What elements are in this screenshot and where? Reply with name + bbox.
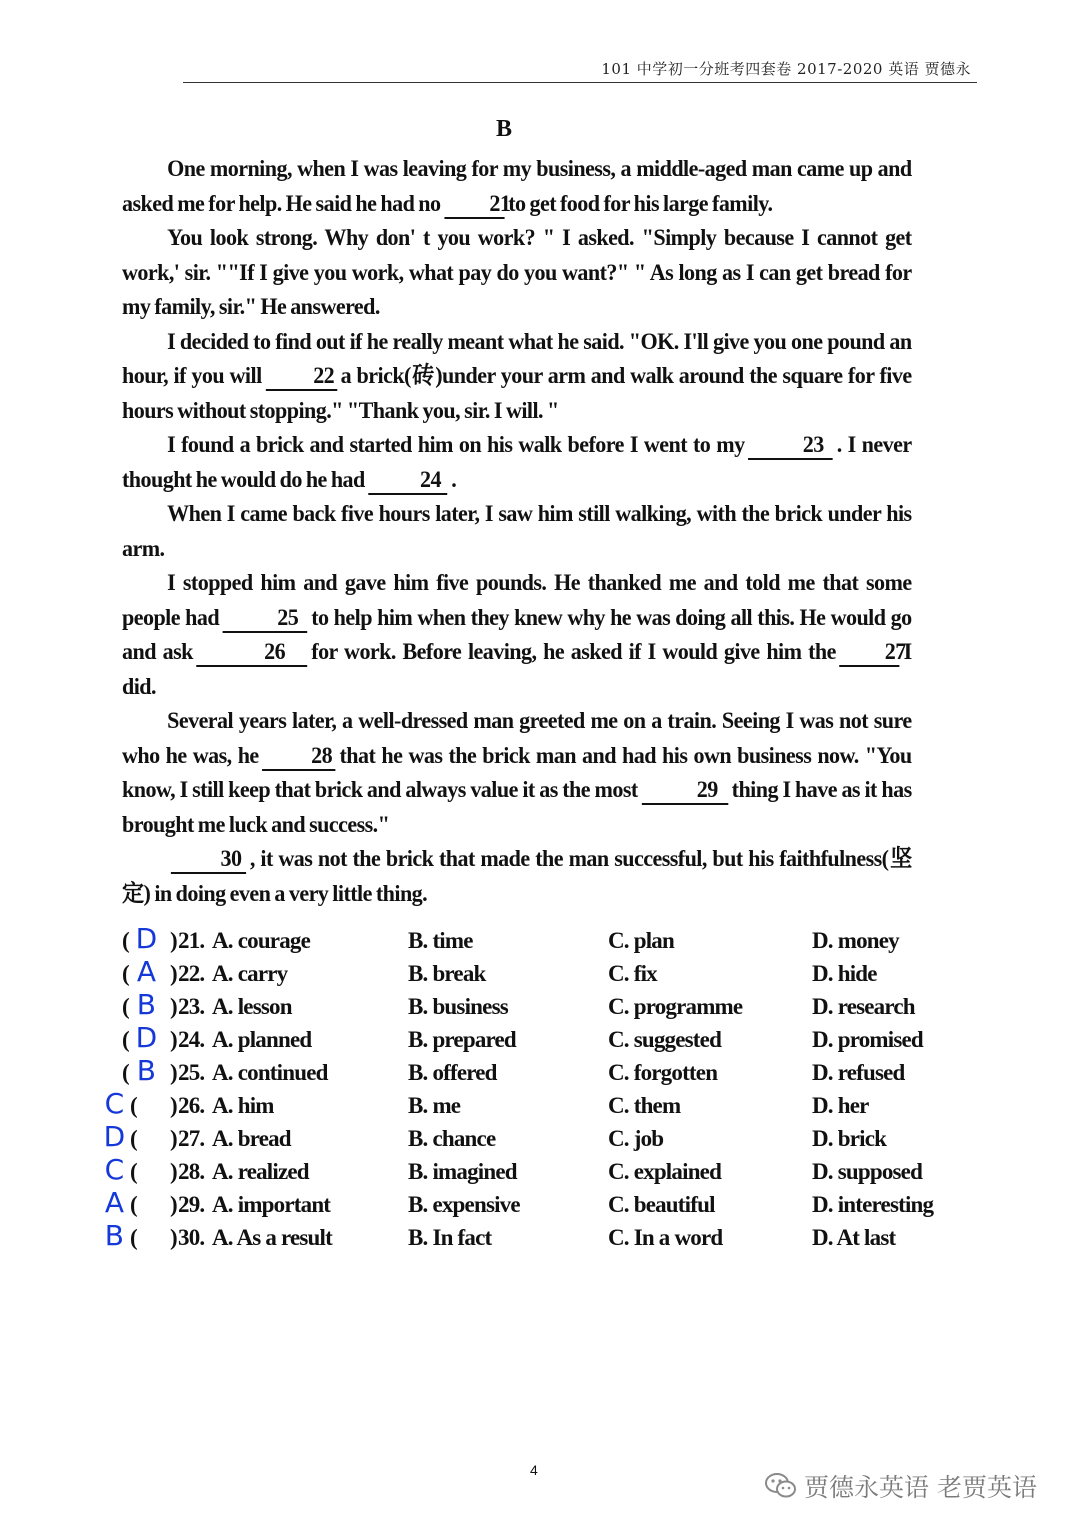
option-b: B. break (408, 961, 486, 986)
blank-25: 25 (223, 605, 308, 633)
question-row (100, 1120, 980, 1159)
paragraph-text: thing I have as it has brought me luck and success." (122, 777, 912, 838)
paragraph-text: You look strong. Why don' t you work? " I asked. "Simply because I cannot get work,' sir. ""If I give you work, what pay do you want?" " As long as I can get bread for my family, sir." He answered. (122, 225, 912, 320)
question-row (100, 1219, 980, 1258)
question-row (100, 1186, 980, 1225)
question-number: ) 23. (170, 994, 205, 1019)
option-c: C. them (608, 1093, 681, 1118)
paragraph-text: Several years later, a well-dressed man greeted me on a train. Seeing I was not sure who he was, he (122, 708, 912, 769)
question-number: ) 25. (170, 1060, 205, 1085)
paragraph-text: to help him when they knew why he was doing all this. He would go and ask (122, 604, 912, 665)
answer-paren: ( (130, 1093, 137, 1118)
option-d: D. her (812, 1093, 869, 1118)
answer-options (100, 922, 980, 1258)
answer-paren: ( (130, 1192, 137, 1217)
question-row (100, 955, 980, 994)
question-row (100, 1153, 980, 1192)
option-b: B. imagined (408, 1159, 517, 1184)
answer-paren: ( (122, 994, 129, 1019)
paragraph-text: When I came back five hours later, I saw him still walking, with the brick under his arm. (122, 501, 912, 562)
question-number: ) 28. (170, 1159, 205, 1184)
blank-28: 28 (262, 743, 335, 771)
paragraph-text: that he was the brick man and had his own business now. "You know, I still keep that brick and always value it as the most (122, 742, 912, 803)
page-header (183, 52, 977, 83)
option-b: B. me (408, 1093, 461, 1118)
blank-30: 30 (171, 846, 246, 874)
option-d: D. interesting (812, 1192, 934, 1217)
paragraph-text: to get food for his large family. (508, 190, 773, 217)
cloze-passage (122, 152, 912, 911)
blank-21: 21 (444, 191, 504, 219)
paragraph-8 (122, 842, 912, 911)
paragraph-text: , it was not the brick that made the man successful, but his faithfulness(坚定) in doing even a very little thing. (122, 846, 912, 907)
option-c: C. forgotten (608, 1060, 718, 1085)
wechat-icon (764, 1471, 798, 1501)
question-number: ) 22. (170, 961, 205, 986)
option-b: B. time (408, 928, 473, 953)
question-number: ) 27. (170, 1126, 205, 1151)
option-a: A. courage (212, 928, 311, 953)
paragraph-text: I found a brick and started him on his walk before I went to my (167, 432, 745, 458)
answer-paren: ( (130, 1225, 137, 1250)
option-d: D. money (812, 928, 899, 953)
option-b: B. business (408, 994, 508, 1019)
section-letter: B (496, 116, 513, 142)
paragraph-6 (122, 566, 912, 704)
question-row (100, 922, 980, 961)
answer-paren: ( (122, 928, 129, 953)
option-d: D. brick (812, 1126, 887, 1151)
paragraph-text: a brick(砖)under your arm and walk around the square for five hours without stopping." "Thank you, sir. I will. " (122, 363, 912, 424)
option-a: A. bread (212, 1126, 291, 1151)
option-a: A. As a result (212, 1225, 332, 1250)
option-d: D. supposed (812, 1159, 923, 1184)
blank-26: 26 (197, 639, 308, 667)
option-d: D. At last (812, 1225, 896, 1250)
option-d: D. refused (812, 1060, 905, 1085)
paragraph-7 (122, 704, 912, 842)
option-a: A. carry (212, 961, 288, 986)
option-c: C. explained (608, 1159, 722, 1184)
option-c: C. In a word (608, 1225, 723, 1250)
option-b: B. expensive (408, 1192, 520, 1217)
answer-paren: ( (130, 1126, 137, 1151)
question-number: ) 26. (170, 1093, 205, 1118)
question-number: ) 24. (170, 1027, 205, 1052)
option-a: A. important (212, 1192, 331, 1217)
answer-paren: ( (122, 961, 129, 986)
paragraph-text: . I never thought he would do he had (122, 432, 912, 493)
paragraph-4 (122, 428, 912, 497)
paragraph-text: I stopped him and gave him five pounds. He thanked me and told me that some people had (122, 570, 912, 631)
paragraph-text: I decided to find out if he really meant what he said. "OK. I'll give you one pound an hour, if you will (122, 328, 912, 389)
paragraph-text: One morning, when I was leaving for my business, a middle-aged man came up and asked me for help. He said he had no (122, 156, 912, 217)
blank-23: 23 (748, 432, 833, 460)
watermark-text: 贾德永英语 老贾英语 (804, 1473, 1037, 1502)
paragraph-text: I did. (122, 639, 912, 700)
paragraph-text: . (451, 466, 457, 493)
option-b: B. prepared (408, 1027, 516, 1052)
handwritten-answer: A (136, 955, 156, 988)
question-number: ) 29. (170, 1192, 205, 1217)
header-text: 101 中学初一分班考四套卷 2017-2020 英语 贾德永 (601, 60, 971, 78)
option-b: B. offered (408, 1060, 497, 1085)
question-number: ) 21. (170, 928, 205, 953)
blank-24: 24 (369, 467, 448, 495)
handwritten-answer: A (104, 1186, 124, 1219)
option-a: A. realized (212, 1159, 309, 1184)
blank-27: 27 (840, 639, 900, 667)
question-row (100, 1054, 980, 1093)
handwritten-answer: B (104, 1219, 124, 1252)
handwritten-answer: C (104, 1153, 124, 1186)
option-c: C. beautiful (608, 1192, 715, 1217)
option-d: D. promised (812, 1027, 923, 1052)
paragraph-2 (122, 221, 912, 325)
question-row (100, 988, 980, 1027)
handwritten-answer: D (135, 1021, 157, 1054)
paragraph-text: for work. Before leaving, he asked if I would give him the (311, 639, 836, 665)
option-c: C. plan (608, 928, 674, 953)
question-row (100, 1021, 980, 1060)
watermark (764, 1466, 1037, 1506)
option-a: A. lesson (212, 994, 292, 1019)
option-d: D. hide (812, 961, 877, 986)
blank-29: 29 (641, 777, 727, 805)
question-number: ) 30. (170, 1225, 205, 1250)
handwritten-answer: D (135, 922, 157, 955)
option-a: A. planned (212, 1027, 312, 1052)
option-d: D. research (812, 994, 915, 1019)
option-a: A. him (212, 1093, 274, 1118)
handwritten-answer: C (104, 1087, 124, 1120)
answer-paren: ( (122, 1027, 129, 1052)
answer-paren: ( (130, 1159, 137, 1184)
blank-22: 22 (265, 363, 336, 391)
option-b: B. In fact (408, 1225, 492, 1250)
handwritten-answer: B (136, 1054, 156, 1087)
paragraph-5 (122, 497, 912, 566)
paragraph-3 (122, 325, 912, 429)
answer-paren: ( (122, 1060, 129, 1085)
page-number: 4 (530, 1462, 538, 1478)
handwritten-answer: B (136, 988, 156, 1021)
option-c: C. suggested (608, 1027, 722, 1052)
option-c: C. fix (608, 961, 657, 986)
option-a: A. continued (212, 1060, 328, 1085)
option-b: B. chance (408, 1126, 496, 1151)
option-c: C. programme (608, 994, 743, 1019)
question-row (100, 1087, 980, 1126)
option-c: C. job (608, 1126, 664, 1151)
paragraph-1 (122, 152, 912, 221)
handwritten-answer: D (103, 1120, 125, 1153)
